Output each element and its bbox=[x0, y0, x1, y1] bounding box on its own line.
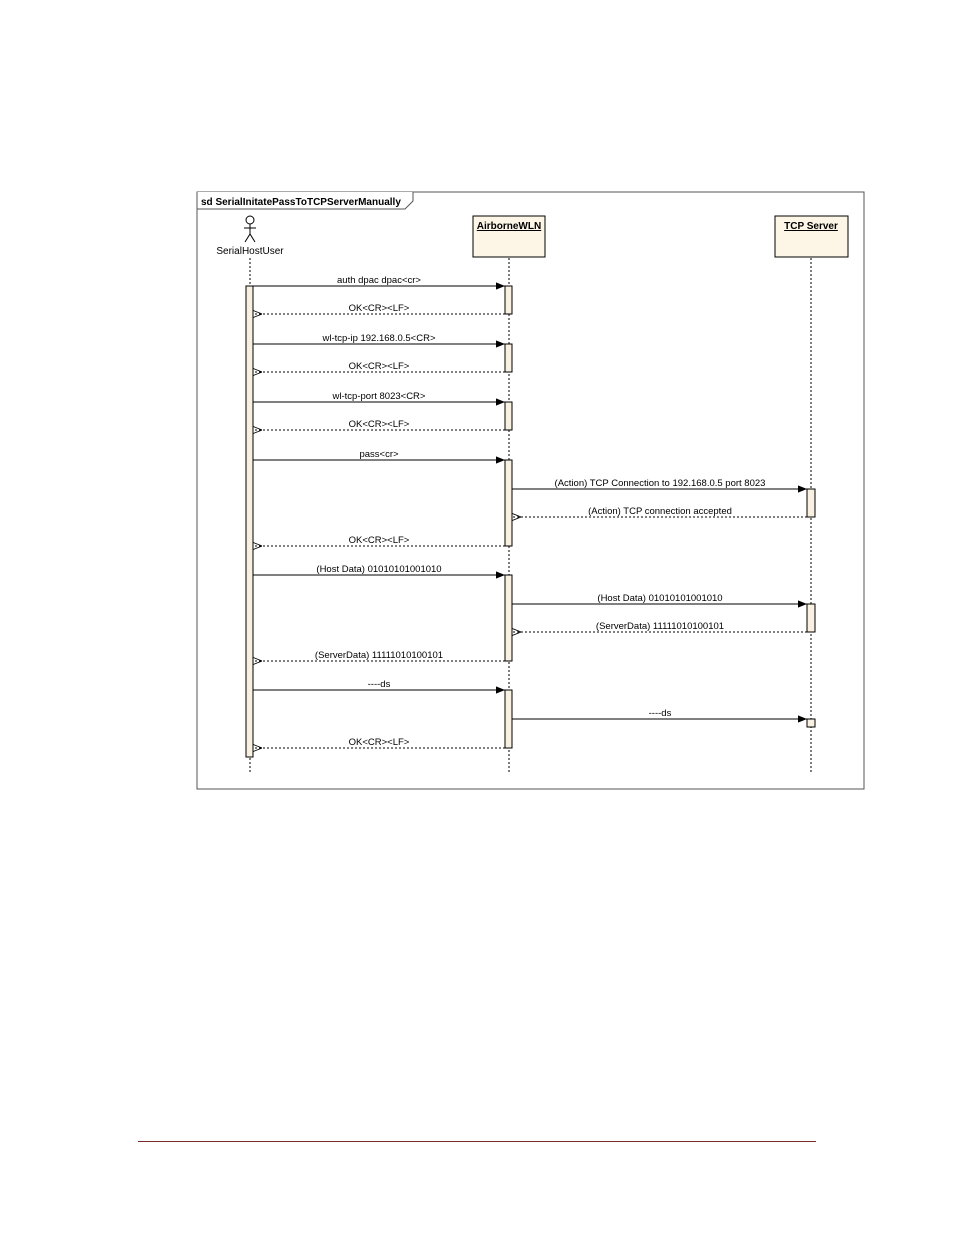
message-8-label: (Action) TCP Connection to 192.168.0.5 port 8023 bbox=[554, 478, 766, 489]
message-4-label: OK<CR><LF> bbox=[348, 361, 410, 372]
activation-tcp-2 bbox=[807, 604, 815, 632]
activation-tcp-1 bbox=[807, 489, 815, 517]
activation-wln-2 bbox=[505, 344, 512, 372]
message-10-label: OK<CR><LF> bbox=[348, 535, 410, 546]
message-14-label: (ServerData) 11111010100101 bbox=[314, 650, 444, 661]
message-3-label: wl-tcp-ip 192.168.0.5<CR> bbox=[322, 333, 436, 344]
lifeline-label-tcp: TCP Server bbox=[784, 221, 838, 232]
message-2-label: OK<CR><LF> bbox=[348, 303, 410, 314]
message-17-label: OK<CR><LF> bbox=[348, 737, 410, 748]
frame-label: sd SerialInitatePassToTCPServerManually bbox=[201, 197, 401, 208]
message-15-label: ----ds bbox=[367, 679, 391, 690]
activation-wln-5 bbox=[505, 575, 512, 661]
activation-wln-4 bbox=[505, 460, 512, 546]
diagram-frame bbox=[197, 192, 864, 789]
lifeline-label-wln: AirborneWLN bbox=[476, 221, 542, 232]
activation-user bbox=[246, 286, 253, 757]
lifeline-label-user: SerialHostUser bbox=[216, 246, 284, 257]
message-11-label: (Host Data) 01010101001010 bbox=[316, 564, 442, 575]
footer-rule bbox=[138, 1141, 816, 1142]
activation-tcp-3 bbox=[807, 719, 815, 727]
message-1-label: auth dpac dpac<cr> bbox=[337, 275, 421, 286]
message-16-label: ----ds bbox=[648, 708, 672, 719]
message-9-label: (Action) TCP connection accepted bbox=[588, 506, 732, 517]
activation-wln-3 bbox=[505, 402, 512, 430]
message-5-label: wl-tcp-port 8023<CR> bbox=[332, 391, 426, 402]
activation-wln-6 bbox=[505, 690, 512, 748]
message-6-label: OK<CR><LF> bbox=[348, 419, 410, 430]
message-7-label: pass<cr> bbox=[359, 449, 399, 460]
message-12-label: (Host Data) 01010101001010 bbox=[597, 593, 723, 604]
activation-wln-1 bbox=[505, 286, 512, 314]
message-13-label: (ServerData) 11111010100101 bbox=[595, 621, 725, 632]
